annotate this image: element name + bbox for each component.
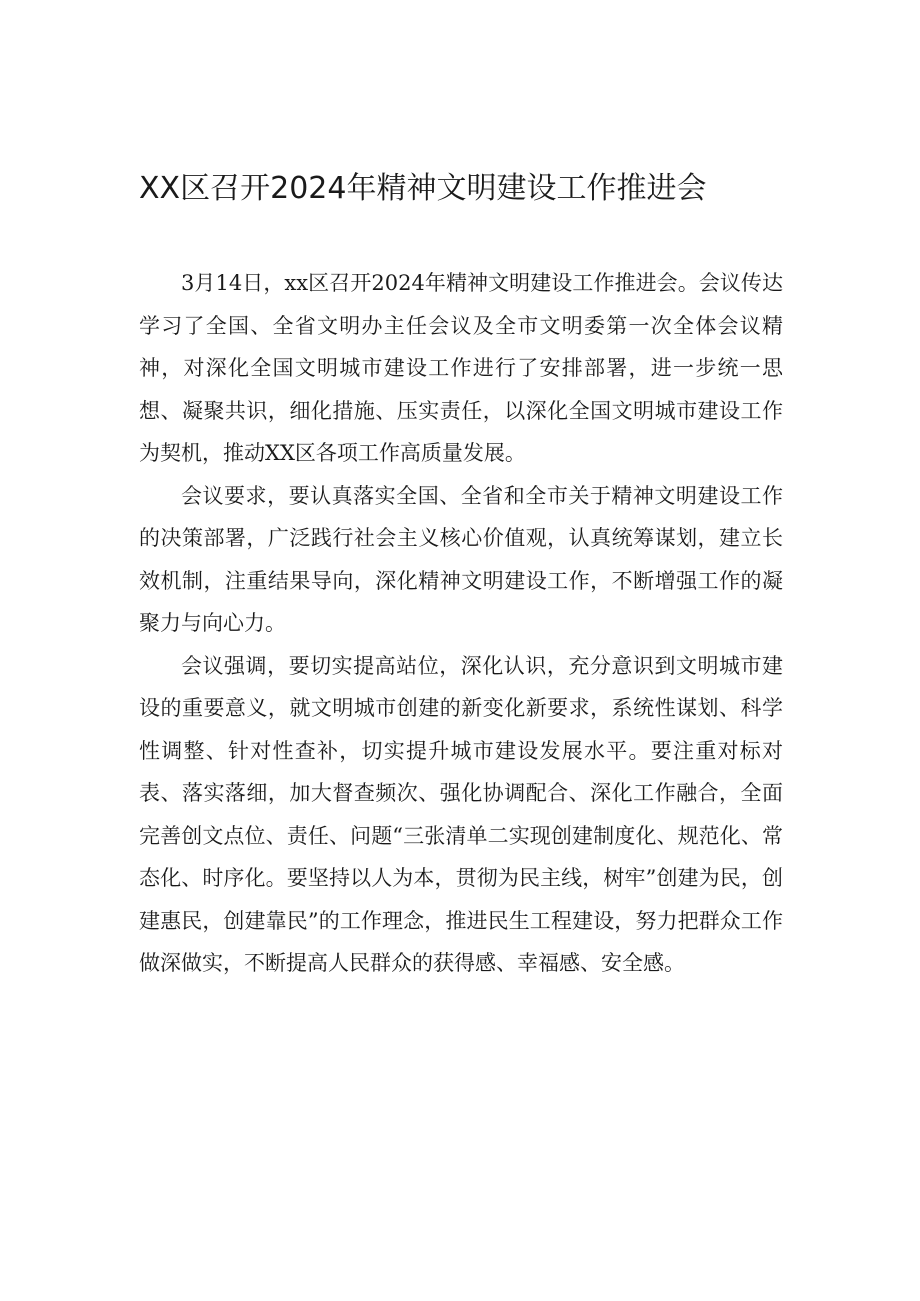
document-title: XX区召开2024年精神文明建设工作推进会 bbox=[139, 171, 707, 206]
paragraph-3: 会议强调，要切实提高站位，深化认识，充分意识到文明城市建设的重要意义，就文明城市创建的新变化新要求，系统性谋划、科学性调整、针对性查补，切实提升城市建设发展水平。要注重对标对表、落实落细，加大督查频次、强化协调配合、深化工作融合，全面完善创文点位、责任、问题“三张清单二实现创建制度化、规范化、常态化、时序化。要坚持以人为本，贯彻为民主线，树牢”创建为民，创建惠民，创建靠民”的工作理念，推进民生工程建设，努力把群众工作做深做实，不断提高人民群众的获得感、幸福感、安全感。 bbox=[139, 653, 783, 975]
paragraph-1: 3月14日，xx区召开2024年精神文明建设工作推进会。会议传达学习了全国、全省文明办主任会议及全市文明委第一次全体会议精神，对深化全国文明城市建设工作进行了安排部署，进一步统一思想、凝聚共识，细化措施、压实责任，以深化全国文明城市建设工作为契机，推动XX区各项工作高质量发展。 bbox=[139, 271, 783, 465]
document-body bbox=[139, 262, 783, 985]
paragraph-2: 会议要求，要认真落实全国、全省和全市关于精神文明建设工作的决策部署，广泛践行社会主义核心价值观，认真统筹谋划，建立长效机制，注重结果导向，深化精神文明建设工作，不断增强工作的凝聚力与向心力。 bbox=[139, 483, 783, 635]
